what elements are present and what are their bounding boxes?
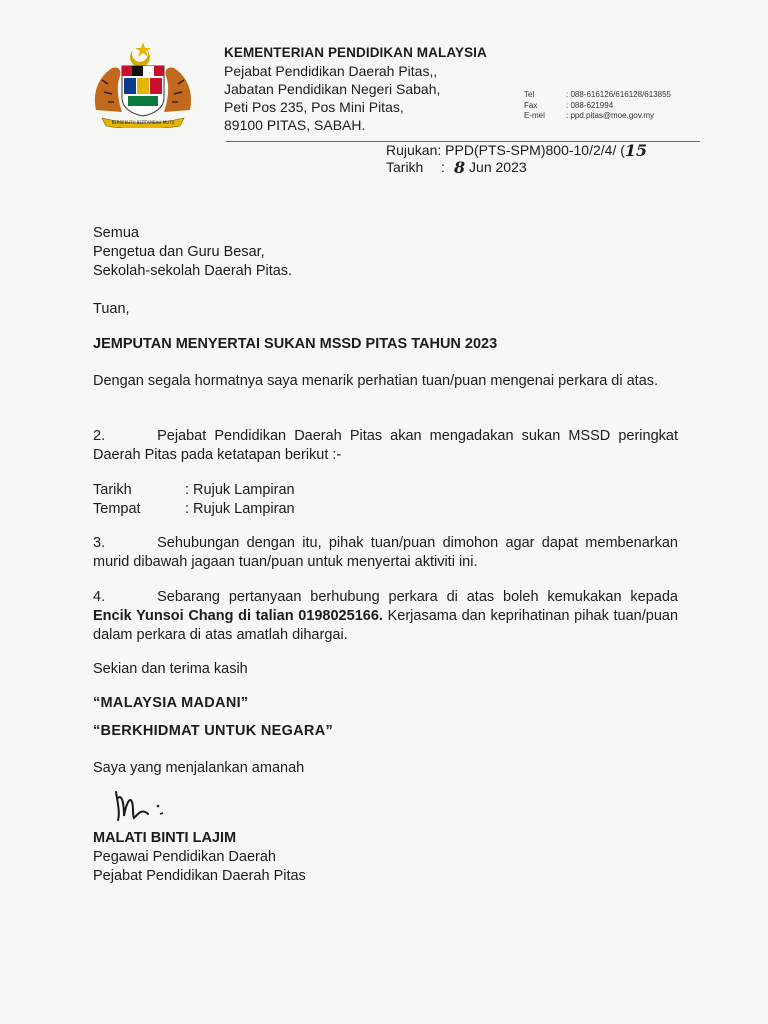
paragraph-number: 4. xyxy=(93,589,106,605)
subject-heading: JEMPUTAN MENYERTAI SUKAN MSSD PITAS TAHUN 2023 xyxy=(93,336,498,352)
signatory-block xyxy=(93,829,678,886)
contact-label: Fax xyxy=(524,100,538,110)
paragraph-1: Dengan segala hormatnya saya menarik perhatian tuan/puan mengenai perkara di atas. xyxy=(93,373,659,389)
salutation: Tuan, xyxy=(93,301,130,317)
address-line: Jabatan Pendidikan Negeri Sabah, xyxy=(224,81,441,97)
contact-row xyxy=(524,111,671,122)
amanah-line: Saya yang menjalankan amanah xyxy=(93,760,305,776)
date-label: Tarikh xyxy=(386,159,424,175)
address-line: Pejabat Pendidikan Daerah Pitas,, xyxy=(224,63,438,79)
contact-row xyxy=(524,101,671,112)
detail-value: : Rujuk Lampiran xyxy=(185,501,295,517)
signatory-name: MALATI BINTI LAJIM xyxy=(93,830,237,846)
recipient-line: Semua xyxy=(93,225,139,241)
reference-handwritten-number: 15 xyxy=(624,141,648,160)
signatory-office: Pejabat Pendidikan Daerah Pitas xyxy=(93,868,306,884)
recipient-line: Sekolah-sekolah Daerah Pitas. xyxy=(93,263,293,279)
event-details xyxy=(93,481,678,519)
paragraph-2 xyxy=(93,427,678,465)
closing-line: Sekian dan terima kasih xyxy=(93,661,248,677)
date-handwritten-day: 8 xyxy=(454,158,466,177)
paragraph-3 xyxy=(93,534,678,572)
letterhead xyxy=(224,44,487,134)
recipient-line: Pengetua dan Guru Besar, xyxy=(93,244,265,260)
detail-value: : Rujuk Lampiran xyxy=(185,482,295,498)
ministry-name: KEMENTERIAN PENDIDIKAN MALAYSIA xyxy=(224,45,487,60)
address-line: Peti Pos 235, Pos Mini Pitas, xyxy=(224,99,404,115)
recipient-block xyxy=(93,224,678,281)
coat-of-arms-logo xyxy=(88,40,198,128)
paragraph-number: 2. xyxy=(93,428,106,444)
slogan-1: “MALAYSIA MADANI” xyxy=(93,695,249,711)
contact-value: : 088-621994 xyxy=(566,100,614,110)
contact-person: Encik Yunsoi Chang di talian 0198025166. xyxy=(93,608,383,624)
paragraph-text: Pejabat Pendidikan Daerah Pitas akan mengadakan sukan MSSD peringkat Daerah Pitas pada ketatapan berikut :- xyxy=(93,428,678,463)
contact-value: : 088-616126/616128/613855 xyxy=(566,90,671,99)
contact-label: Tel xyxy=(524,90,535,99)
paragraph-number: 3. xyxy=(93,535,106,551)
crest-caption: BERSEKUTU BERTAMBAH MUTU xyxy=(111,120,175,125)
reference-value: PPD(PTS-SPM)800-10/2/4/ ( xyxy=(445,142,625,158)
paragraph-text: Kerjasama dan keprihatinan pihak tuan/puan dalam perkara di atas amatlah dihargai. xyxy=(93,608,679,643)
paragraph-text: Sebarang pertanyaan berhubung perkara di atas boleh kemukakan kepada xyxy=(157,589,678,605)
contact-row xyxy=(524,90,671,101)
reference-block xyxy=(386,142,647,176)
paragraph-4 xyxy=(93,588,678,645)
paragraph-text: Sehubungan dengan itu, pihak tuan/puan dimohon agar dapat membenarkan murid dibawah jagaan tuan/puan untuk menyertai aktiviti ini. xyxy=(93,535,678,570)
handwritten-signature xyxy=(112,784,182,824)
slogan-2: “BERKHIDMAT UNTUK NEGARA” xyxy=(93,723,334,739)
reference-label: Rujukan: xyxy=(386,142,442,158)
contact-label: E-mel xyxy=(524,111,545,120)
signatory-position: Pegawai Pendidikan Daerah xyxy=(93,849,276,865)
address-line: 89100 PITAS, SABAH. xyxy=(224,117,366,133)
detail-label: Tempat xyxy=(93,501,141,517)
date-colon: : xyxy=(441,159,445,175)
detail-label: Tarikh xyxy=(93,482,132,498)
contact-value: : ppd.pitas@moe.gov.my xyxy=(566,111,655,120)
date-value: Jun 2023 xyxy=(469,159,527,175)
contact-block xyxy=(524,90,671,122)
